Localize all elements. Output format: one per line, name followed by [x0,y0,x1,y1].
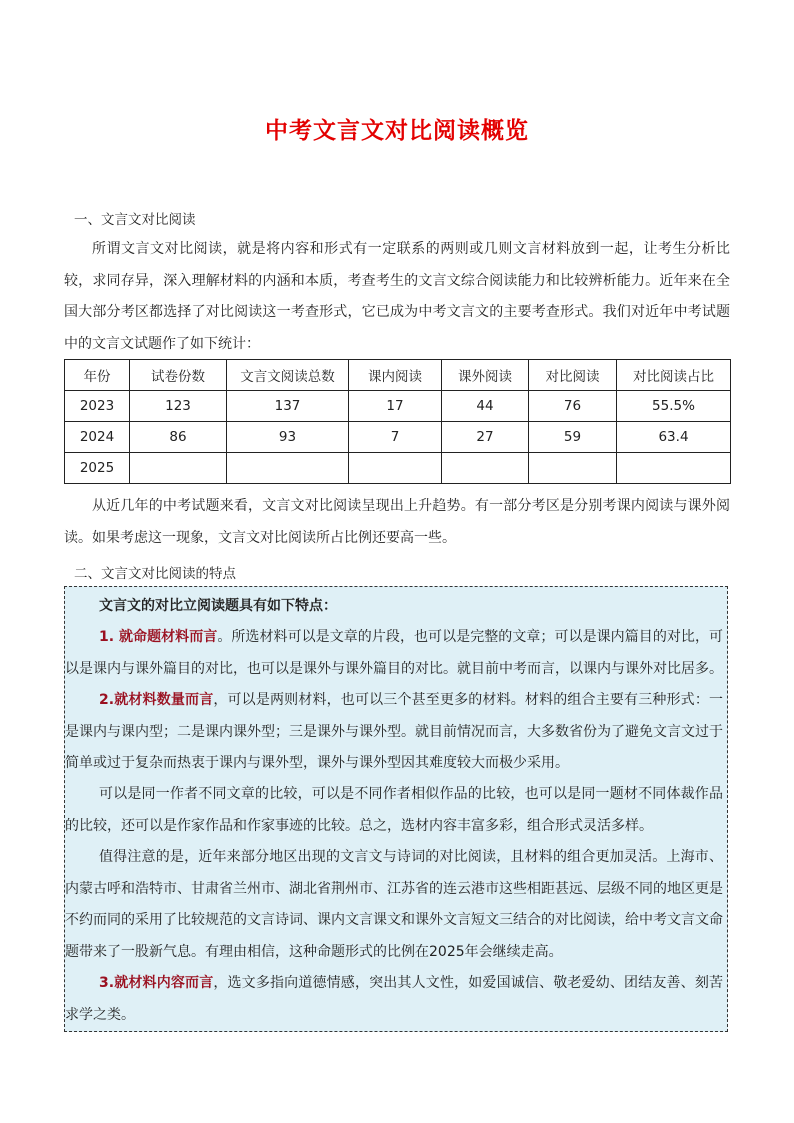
feature-keyword-3: 3.就材料内容而言 [99,975,214,991]
table-cell: 123 [130,391,227,422]
intro-paragraph: 所谓文言文对比阅读，就是将内容和形式有一定联系的两则或几则文言材料放到一起，让考生分析比较，求同存异，深入理解材料的内涵和本质，考查考生的文言文综合阅读能力和比较辨析能力。近年来在全国大部分考区都选择了对比阅读这一考查形式，它已成为中考文言文的主要考查形式。我们对近年中考试题中的文言文试题作了如下统计： [64,241,730,352]
feature-paragraph-5 [65,968,729,1031]
page-title: 中考文言文对比阅读概览 [265,118,529,144]
table-cell: 7 [349,422,442,453]
table-cell: 76 [529,391,617,422]
features-lead: 文言文的对比立阅读题具有如下特点： [99,598,337,614]
table-cell: 2025 [65,453,130,484]
table-row [65,453,731,484]
table-cell: 44 [442,391,529,422]
table-cell: 17 [349,391,442,422]
features-box [64,586,728,1032]
table-cell: 2023 [65,391,130,422]
column-header: 试卷份数 [130,360,227,391]
table-cell [349,453,442,484]
table-cell [130,453,227,484]
column-header: 文言文阅读总数 [227,360,349,391]
column-header: 年份 [65,360,130,391]
feature-text-2: ，可以是两则材料，也可以三个甚至更多的材料。材料的组合主要有三种形式：一是课内与课内型；二是课内课外型；三是课外与课外型。就目前情况而言，大多数省份为了避免文言文过于简单或过于复杂而热衷于课内与课外型，课外与课外型因其难度较大而极少采用。 [65,692,724,771]
table-cell: 63.4 [617,422,731,453]
table-cell: 86 [130,422,227,453]
feature-paragraph-1 [65,622,729,685]
conclusion-paragraph: 从近几年的中考试题来看，文言文对比阅读呈现出上升趋势。有一部分考区是分别考课内阅读与课外阅读。如果考虑这一现象，文言文对比阅读所占比例还要高一些。 [64,498,730,546]
table-header-row [65,360,731,391]
table-row [65,391,731,422]
table-row [65,422,731,453]
column-header: 课内阅读 [349,360,442,391]
table-cell [529,453,617,484]
feature-text-1: 。所选材料可以是文章的片段，也可以是完整的文章；可以是课内篇目的对比，可以是课内与课外篇目的对比，也可以是课外与课外篇目的对比。就目前中考而言，以课内与课外对比居多。 [65,629,724,677]
table-cell: 27 [442,422,529,453]
table-cell: 137 [227,391,349,422]
table-cell: 59 [529,422,617,453]
feature-keyword-2: 2.就材料数量而言 [99,692,214,708]
table-cell: 2024 [65,422,130,453]
table-cell [617,453,731,484]
column-header: 对比阅读占比 [617,360,731,391]
table-cell: 93 [227,422,349,453]
table-cell [227,453,349,484]
feature-paragraph-2 [65,685,729,780]
feature-keyword-1: 1. 就命题材料而言 [99,629,218,645]
feature-paragraph-4: 值得注意的是，近年来部分地区出现的文言文与诗词的对比阅读，且材料的组合更加灵活。上海市、内蒙古呼和浩特市、甘肃省兰州市、湖北省荆州市、江苏省的连云港市这些相距甚远、层级不同的地区更是不约而同的采用了比较规范的文言诗词、课内文言课文和课外文言短文三结合的对比阅读，给中考文言文命题带来了一股新气息。有理由相信，这种命题形式的比例在2025年会继续走高。 [65,849,723,960]
column-header: 课外阅读 [442,360,529,391]
statistics-table [64,359,731,484]
column-header: 对比阅读 [529,360,617,391]
feature-paragraph-3: 可以是同一作者不同文章的比较，可以是不同作者相似作品的比较，也可以是同一题材不同体裁作品的比较，还可以是作家作品和作家事迹的比较。总之，选材内容丰富多彩，组合形式灵活多样。 [65,786,723,834]
table-cell [442,453,529,484]
feature-text-5: ，选文多指向道德情感，突出其人文性，如爱国诚信、敬老爱幼、团结友善、刻苦求学之类。 [65,975,724,1023]
section-heading-1: 一、文言文对比阅读 [74,212,196,228]
table-cell: 55.5% [617,391,731,422]
section-heading-2: 二、文言文对比阅读的特点 [74,566,236,582]
